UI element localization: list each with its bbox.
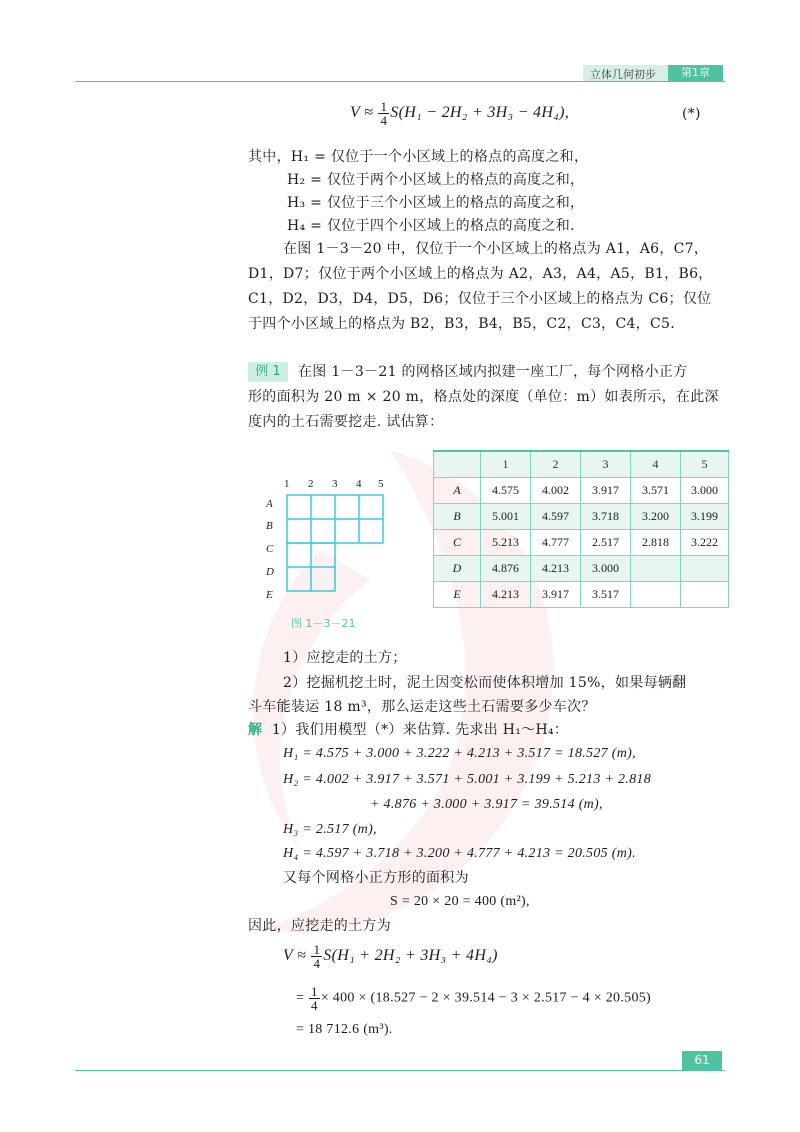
table-cell: 5.213 — [481, 530, 531, 556]
table-cell: 3.000 — [581, 556, 631, 582]
eq-h4: H₄ = 4.597 + 3.718 + 3.200 + 4.777 + 4.213 = 20.505 (m). — [283, 846, 636, 861]
grid-figure — [260, 472, 400, 612]
question-2a: 2）挖掘机挖土时，泥土因变松而使体积增加 15%，如果每辆翻 — [283, 675, 687, 691]
table-cell: 2.517 — [581, 530, 631, 556]
table-cell: 3.000 — [681, 478, 729, 504]
fraction-denominator: 4 — [311, 998, 318, 1013]
eq-v2-prefix: = — [296, 990, 308, 1006]
table-cell: 4.876 — [481, 556, 531, 582]
table-cell: 4.002 — [531, 478, 581, 504]
question-2b: 斗车能装运 18 m³，那么运走这些土石需要多少车次？ — [248, 699, 596, 715]
example-tag: 例 1 — [248, 362, 288, 382]
table-row-label: D — [434, 556, 481, 582]
col-label-2: 2 — [308, 478, 314, 490]
formula-star — [350, 100, 569, 127]
question-1: 1）应挖走的土方； — [283, 650, 407, 666]
col-label-1: 1 — [284, 478, 290, 490]
table-header-cell: 1 — [481, 451, 531, 478]
row-label-d: D — [266, 566, 274, 578]
paragraph-line-3: C1，D2，D3，D4，D5，D6；仅位于三个小区域上的格点为 C6；仅位 — [248, 291, 712, 307]
fraction — [309, 985, 320, 1012]
eq-v2-rhs: × 400 × (18.527 − 2 × 39.514 − 3 × 2.517 − 4 × 20.505) — [320, 990, 652, 1006]
table-row — [434, 530, 729, 556]
definition-h3: H₃ = 仅位于三个小区域上的格点的高度之和， — [287, 195, 585, 211]
eq-area: S = 20 × 20 = 400 (m²), — [390, 894, 530, 909]
row-label-c: C — [266, 543, 274, 555]
eq-v1 — [283, 943, 498, 970]
formula-lhs: V ≈ — [350, 104, 378, 122]
example-line-1: 在图 1－3－21 的网格区域内拟建一座工厂，每个网格小正方 — [298, 364, 688, 380]
table-cell: 3.199 — [681, 504, 729, 530]
fraction — [311, 943, 322, 970]
solution-label: 解 — [248, 722, 263, 738]
grid-labels — [265, 478, 384, 601]
table-header-cell: 4 — [631, 451, 681, 478]
table-cell: 3.517 — [581, 582, 631, 608]
table-cell: 3.917 — [531, 582, 581, 608]
grid-lines — [287, 495, 383, 591]
col-label-4: 4 — [356, 478, 362, 490]
definition-h4: H₄ = 仅位于四个小区域上的格点的高度之和. — [287, 218, 575, 234]
table-cell: 5.001 — [481, 504, 531, 530]
eq-v3: = 18 712.6 (m³). — [296, 1022, 393, 1037]
table-cell: 2.818 — [631, 530, 681, 556]
paragraph-line-4: 于四个小区域上的格点为 B2，B3，B4，B5，C2，C3，C4，C5. — [248, 316, 675, 332]
header-rule — [75, 81, 725, 82]
fraction — [378, 100, 389, 127]
eq-h3: H₃ = 2.517 (m), — [283, 822, 377, 837]
solution-intro — [248, 720, 568, 740]
table-row — [434, 582, 729, 608]
table-row-label: B — [434, 504, 481, 530]
table-cell: 3.571 — [631, 478, 681, 504]
table-cell: 4.597 — [531, 504, 581, 530]
row-label-a: A — [266, 498, 273, 510]
formula-label: (*) — [682, 106, 701, 122]
definition-h2: H₂ = 仅位于两个小区域上的格点的高度之和， — [287, 172, 585, 188]
header-chapter: 第1章 — [668, 65, 723, 81]
table-cell — [681, 582, 729, 608]
example-line-3: 度内的土石需要挖走. 试估算： — [248, 414, 444, 430]
table-cell — [631, 556, 681, 582]
table-row — [434, 504, 729, 530]
table-cell: 3.718 — [581, 504, 631, 530]
eq-h2-line1: H₂ = 4.002 + 3.917 + 3.571 + 5.001 + 3.199 + 5.213 + 2.818 — [283, 772, 652, 787]
col-label-3: 3 — [332, 478, 338, 490]
table-cell — [681, 556, 729, 582]
table-header-row — [434, 451, 729, 478]
fraction-numerator: 1 — [313, 942, 321, 957]
footer-rule — [75, 1070, 725, 1071]
eq-v2 — [296, 985, 651, 1012]
table-cell: 4.213 — [481, 582, 531, 608]
table-cell: 3.200 — [631, 504, 681, 530]
eq-h1: H₁ = 4.575 + 3.000 + 3.222 + 4.213 + 3.517 = 18.527 (m), — [283, 746, 636, 761]
example-line-2: 形的面积为 20 m × 20 m，格点处的深度（单位：m）如表所示，在此深 — [248, 389, 719, 405]
fraction-numerator: 1 — [380, 99, 388, 114]
formula-rhs: S(H₁ − 2H₂ + 3H₃ − 4H₄), — [390, 104, 569, 122]
table-cell: 3.917 — [581, 478, 631, 504]
fraction-denominator: 4 — [313, 956, 321, 971]
table-cell: 4.213 — [531, 556, 581, 582]
eq-v1-rhs: S(H₁ + 2H₂ + 3H₃ + 4H₄) — [323, 947, 498, 965]
fraction-numerator: 1 — [311, 984, 318, 999]
table-header-cell: 5 — [681, 451, 729, 478]
row-label-b: B — [266, 520, 273, 532]
row-label-e: E — [266, 589, 273, 601]
eq-h2-line2: + 4.876 + 3.000 + 3.917 = 39.514 (m), — [370, 797, 603, 812]
table-header-cell: 3 — [581, 451, 631, 478]
area-intro: 又每个网格小正方形的面积为 — [283, 870, 469, 886]
col-label-5: 5 — [378, 478, 384, 490]
page-number: 61 — [682, 1051, 722, 1070]
table-header-cell — [434, 451, 481, 478]
header-section: 立体几何初步 — [590, 68, 656, 81]
table-cell: 4.777 — [531, 530, 581, 556]
table-header-cell: 2 — [531, 451, 581, 478]
paragraph-line-2: D1，D7；仅位于两个小区域上的格点为 A2，A3，A4，A5，B1，B6， — [248, 266, 713, 282]
paragraph-line-1: 在图 1－3－20 中，仅位于一个小区域上的格点为 A1，A6，C7， — [283, 241, 709, 257]
therefore-text: 因此，应挖走的土方为 — [248, 918, 391, 934]
table-cell: 4.575 — [481, 478, 531, 504]
table-row-label: E — [434, 582, 481, 608]
depth-table — [433, 450, 729, 608]
table-cell: 3.222 — [681, 530, 729, 556]
figure-caption: 图 1－3－21 — [291, 617, 356, 630]
table-row — [434, 556, 729, 582]
solution-intro-text: 1）我们用模型（*）来估算. 先求出 H₁～H₄： — [271, 722, 569, 738]
table-row — [434, 478, 729, 504]
table-cell — [631, 582, 681, 608]
table-row-label: C — [434, 530, 481, 556]
fraction-denominator: 4 — [380, 113, 388, 128]
table-row-label: A — [434, 478, 481, 504]
definition-h1: 其中，H₁ = 仅位于一个小区域上的格点的高度之和， — [248, 149, 589, 165]
eq-v1-lhs: V ≈ — [283, 947, 311, 965]
